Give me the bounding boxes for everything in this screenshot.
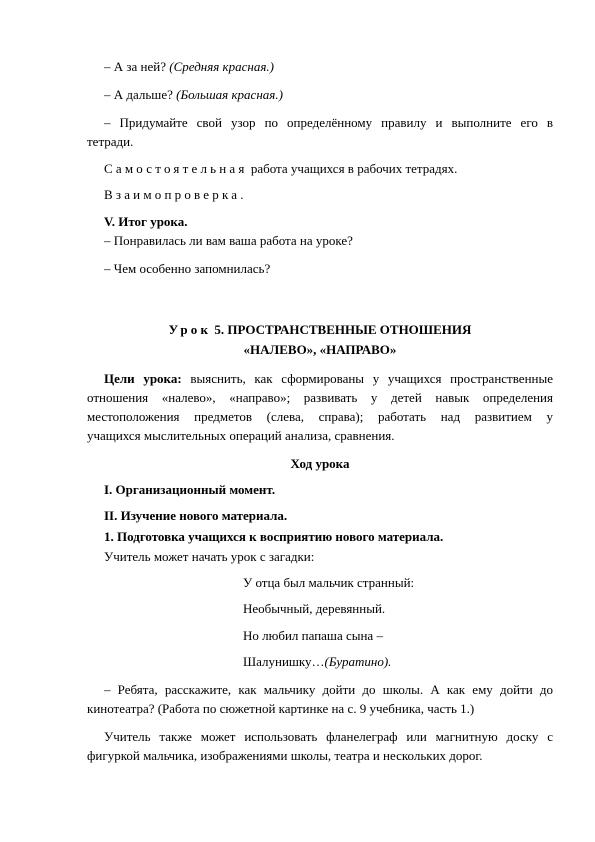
section-heading: V. Итог урока. <box>104 214 188 229</box>
dialogue-line: – Понравилась ли вам ваша работа на уроке? <box>104 233 353 248</box>
dialogue-line: – А дальше? (Большая красная.) <box>104 87 283 102</box>
paragraph-line: Учитель может начать урок с загадки: <box>104 549 315 564</box>
section-heading: I. Организационный момент. <box>104 482 276 497</box>
goals-line: отношения «налево», «направо»; развивать у детей навык определения <box>87 390 553 405</box>
goals-line: местоположения предметов (слева, справа); работать над развитием у <box>87 409 553 424</box>
subsection-heading: 1. Подготовка учащихся к восприятию нового материала. <box>104 529 444 544</box>
paragraph-line: Взаимопроверка. <box>104 187 247 202</box>
paragraph-line: фигуркой мальчика, изображениями школы, театра и нескольких дорог. <box>87 748 483 763</box>
poem-line: У отца был мальчик странный: <box>243 575 415 590</box>
paragraph-line: – Ребята, расскажите, как мальчику дойти до школы. А как ему дойти до <box>104 682 553 697</box>
section-heading: II. Изучение нового материала. <box>104 508 288 523</box>
goals-paragraph: Цели урока: выяснить, как сформированы у учащихся пространственные <box>104 371 553 386</box>
paragraph-line: тетради. <box>87 134 134 149</box>
lesson-title-line2: «НАЛЕВО», «НАПРАВО» <box>243 342 397 357</box>
poem-line: Но любил папаша сына – <box>243 628 383 643</box>
lesson-title: Урок 5. ПРОСТРАНСТВЕННЫЕ ОТНОШЕНИЯ <box>168 322 472 337</box>
dialogue-line: – А за ней? (Средняя красная.) <box>104 59 274 74</box>
paragraph-line: Учитель также может использовать фланелеграф или магнитную доску с <box>104 729 553 744</box>
goals-line: учащихся мыслительных операций анализа, сравнения. <box>87 428 395 443</box>
poem-line: Необычный, деревянный. <box>243 601 386 616</box>
course-heading: Ход урока <box>290 456 350 471</box>
paragraph-line: – Придумайте свой узор по определённому правилу и выполните его в <box>104 115 553 130</box>
paragraph-line: Самостоятельная работа учащихся в рабочих тетрадях. <box>104 161 458 176</box>
dialogue-line: – Чем особенно запомнилась? <box>104 261 271 276</box>
poem-line: Шалунишку…(Буратино). <box>243 654 392 669</box>
paragraph-line: кинотеатра? (Работа по сюжетной картинке на с. 9 учебника, часть 1.) <box>87 701 475 716</box>
